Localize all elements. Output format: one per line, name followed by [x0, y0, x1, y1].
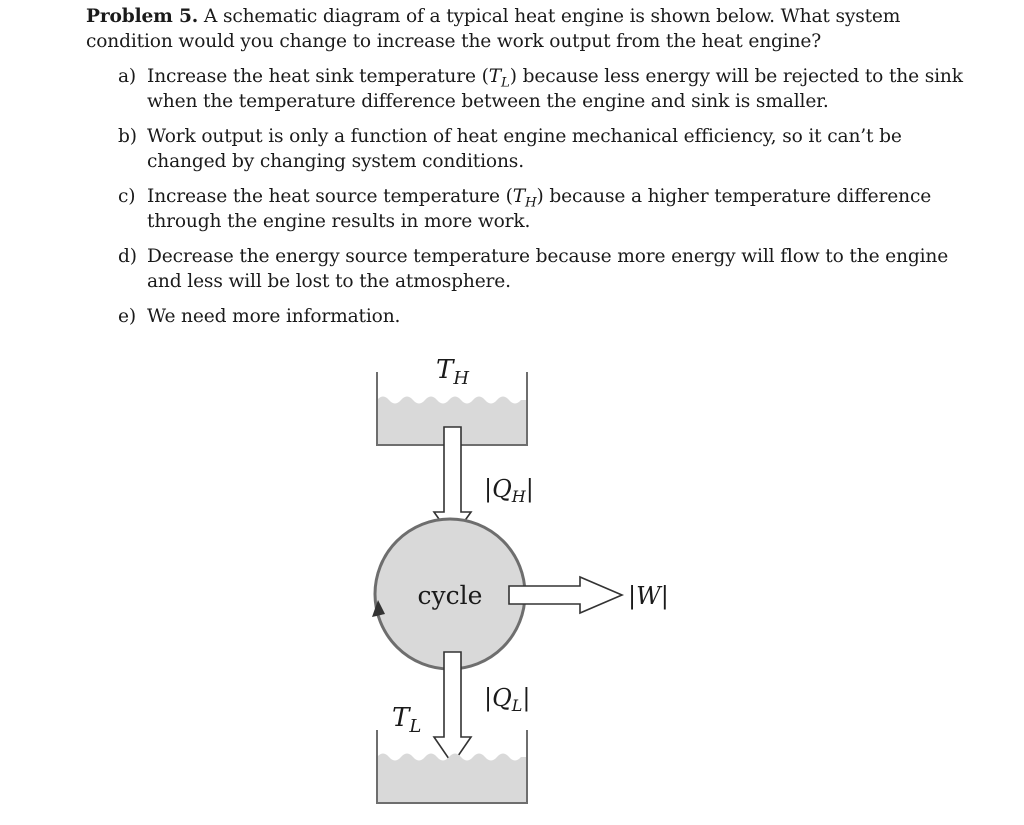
ql-subscript: L: [511, 696, 523, 715]
option-letter: b): [118, 126, 137, 147]
tl-subscript: L: [409, 716, 422, 737]
math-symbol: T: [512, 186, 525, 207]
option-text-pre: Increase the heat sink temperature (: [147, 66, 489, 87]
ql-symbol: Q: [492, 684, 512, 712]
th-symbol: T: [436, 355, 454, 385]
option-text: We need more information.: [147, 306, 401, 327]
abs-bar: |: [484, 475, 493, 503]
option-text-post: ) because less energy will be rejected to the sink when the temperature difference between the engine and sink is smaller.: [147, 66, 963, 112]
math-subscript: L: [500, 75, 510, 91]
abs-bar: |: [522, 684, 531, 712]
tl-symbol: T: [392, 703, 410, 733]
option-letter: e): [118, 306, 136, 327]
problem-title: Problem 5.: [86, 6, 199, 27]
abs-bar: |: [628, 582, 637, 610]
option-letter: c): [118, 186, 136, 207]
abs-bar: |: [660, 582, 669, 610]
option-text: Decrease the energy source temperature because more energy will flow to the engine and less will be lost to the atmosphere.: [147, 246, 949, 292]
abs-bar: |: [525, 475, 534, 503]
option-text: Work output is only a function of heat engine mechanical efficiency, so it can’t be changed by changing system conditions.: [147, 126, 902, 172]
cold-reservoir-fluid: [377, 754, 527, 804]
abs-bar: |: [484, 684, 493, 712]
work-label: [628, 582, 669, 611]
math-subscript: H: [524, 195, 537, 211]
heat-out-label: [484, 684, 531, 715]
qh-subscript: H: [511, 487, 526, 506]
heat-in-label: [484, 475, 534, 506]
option-text-post: ) because a higher temperature difference through the engine results in more work.: [147, 186, 932, 232]
qh-symbol: Q: [492, 475, 512, 503]
math-symbol: T: [488, 66, 501, 87]
problem-text: A schematic diagram of a typical heat engine is shown below. What system condition would you change to increase the work output from the heat engine?: [86, 6, 901, 52]
option-letter: a): [118, 66, 137, 87]
th-subscript: H: [453, 368, 470, 389]
option-letter: d): [118, 246, 137, 267]
w-symbol: W: [636, 582, 661, 610]
option-text-pre: Increase the heat source temperature (: [147, 186, 513, 207]
engine-label: cycle: [417, 581, 483, 610]
work-arrow: [509, 577, 622, 613]
hot-reservoir-label: [436, 355, 469, 389]
cold-reservoir-label: [392, 703, 421, 737]
